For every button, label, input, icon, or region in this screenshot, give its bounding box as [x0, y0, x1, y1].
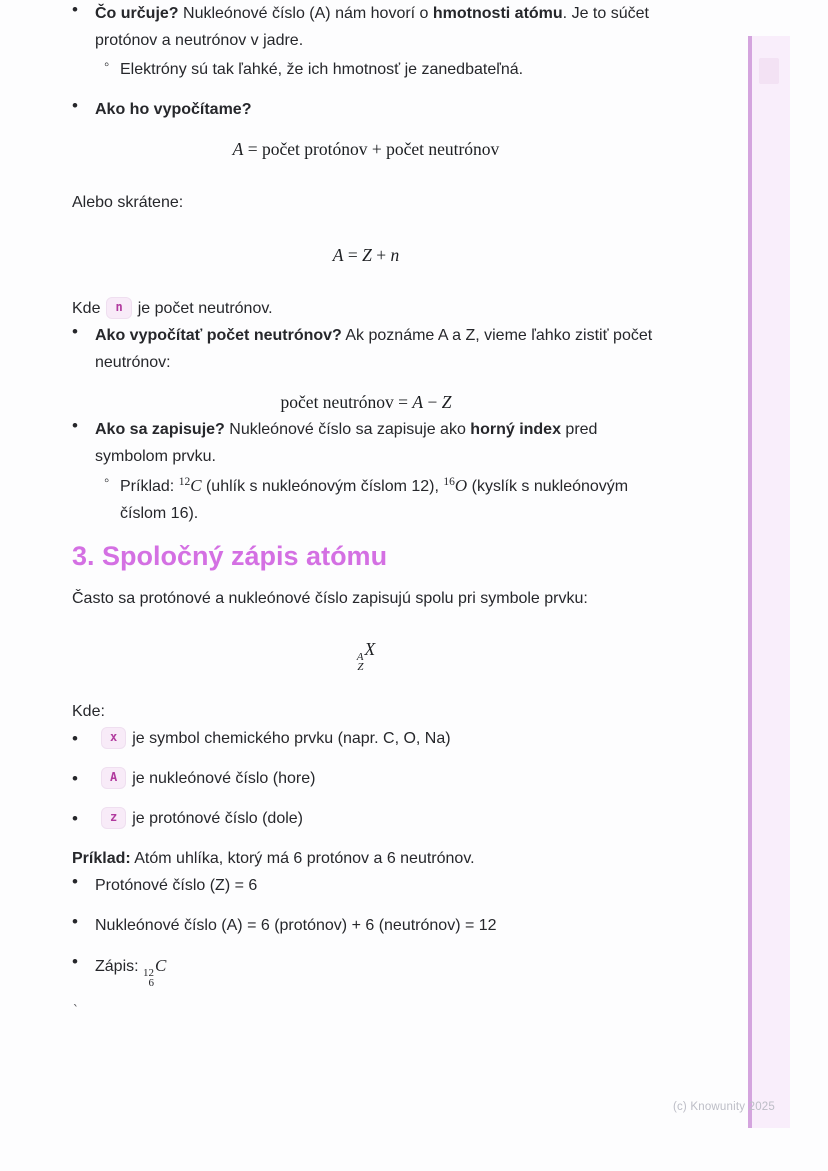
bold-text: hmotnosti atómu	[432, 5, 563, 22]
bullet-icon	[72, 416, 95, 527]
prescripts	[143, 968, 154, 988]
text-run: Príklad:	[120, 478, 179, 495]
list-item	[72, 725, 748, 752]
list-item	[72, 322, 748, 376]
text-run: Zápis:	[95, 958, 144, 975]
prescript-superscript: A	[356, 651, 364, 663]
list-item	[72, 0, 748, 83]
badge-legend-list	[72, 725, 748, 832]
inline-code-badge: z	[101, 807, 126, 829]
prescript-subscript: 6	[148, 977, 155, 989]
bullet-icon	[72, 96, 95, 123]
math-variable: A	[332, 245, 344, 265]
list-item	[72, 96, 748, 123]
inline-code-badge: x	[101, 727, 126, 749]
text-run: Nukleónové číslo sa zapisuje ako	[224, 421, 471, 438]
list-item-text: Nukleónové číslo (A) = 6 (protónov) + 6 (neutrónov) = 12	[95, 917, 497, 934]
bullet-list-intro	[72, 0, 748, 123]
bold-text: Ako sa zapisuje?	[95, 421, 225, 438]
bullet-icon	[72, 0, 95, 83]
stray-mark: `	[72, 1004, 80, 1019]
section-heading: 3. Spoločný zápis atómu	[72, 541, 388, 571]
math-text: +	[371, 245, 391, 265]
math-formula-a-z-n	[72, 242, 660, 269]
prescript-superscript: 12	[143, 967, 155, 979]
list-item	[72, 952, 748, 988]
math-variable: Z	[441, 392, 452, 412]
math-text: = počet protónov + počet neutrónov	[243, 139, 500, 159]
list-item-text	[95, 952, 667, 988]
paragraph: Kde:	[72, 703, 105, 720]
paragraph-priklad	[72, 845, 644, 872]
math-formula-nucleon-sum	[72, 136, 660, 163]
element-symbol: O	[454, 476, 468, 495]
list-item-text	[95, 725, 667, 752]
paragraph-kde-n	[72, 295, 644, 322]
isotope-superscript: 16	[443, 476, 455, 488]
sub-bullet-list	[104, 56, 748, 83]
inline-code-badge: A	[101, 767, 126, 789]
text-run: . Je to súčet protónov a neutrónov v jadre.	[95, 5, 649, 49]
text-run: je protónové číslo (dole)	[132, 810, 303, 827]
list-item-text: Elektróny sú tak ľahké, že ich hmotnosť je zanedbateľná.	[120, 61, 524, 78]
prescript-subscript: Z	[357, 661, 364, 673]
bullet-list-neutrons	[72, 322, 748, 376]
text-run: Nukleónové číslo (A) nám hovorí o	[178, 5, 433, 22]
circle-bullet-icon	[104, 472, 120, 527]
bold-text: Ako vypočítať počet neutrónov?	[95, 327, 342, 344]
bold-text: horný index	[470, 421, 561, 438]
paragraph: Často sa protónové a nukleónové číslo zapisujú spolu pri symbole prvku:	[72, 590, 588, 607]
paragraph: Alebo skrátene:	[72, 194, 184, 211]
highlight-smudge	[759, 58, 779, 84]
list-item-text	[95, 322, 667, 376]
bold-text: Príklad:	[72, 850, 131, 867]
bullet-list-notation	[72, 416, 748, 527]
text-run: Ak poznáme A a Z, vieme ľahko zistiť počet neutrónov:	[95, 327, 653, 371]
list-item	[72, 416, 748, 527]
text-run: je počet neutrónov.	[137, 300, 273, 317]
element-symbol: C	[155, 956, 167, 975]
text-run: (kyslík s nukleónovým číslom 16).	[120, 478, 629, 522]
inline-code-badge: n	[106, 297, 131, 319]
right-highlight-bar	[748, 36, 790, 1128]
bullet-icon	[72, 769, 95, 789]
list-item	[72, 912, 748, 939]
math-text: počet neutrónov =	[280, 392, 413, 412]
text-run: Kde	[72, 300, 101, 317]
circle-bullet-icon	[104, 56, 120, 83]
sub-bullet-list	[104, 472, 748, 527]
math-variable: A	[412, 392, 424, 412]
bullet-icon	[72, 912, 95, 939]
math-variable: X	[364, 639, 376, 659]
bullet-icon	[72, 952, 95, 988]
math-formula-neutron-count	[72, 389, 660, 416]
prescripts	[357, 652, 364, 672]
bullet-list-example	[72, 872, 748, 988]
text-run: pred symbolom prvku.	[95, 421, 598, 465]
list-item-text	[95, 765, 667, 792]
bold-text: Čo určuje?	[95, 5, 179, 22]
document-content	[72, 0, 748, 1019]
math-variable: A	[232, 139, 244, 159]
isotope-superscript: 12	[178, 476, 191, 488]
list-item-text: Protónové číslo (Z) = 6	[95, 877, 258, 894]
list-item-text	[95, 416, 667, 470]
list-item-text	[95, 0, 667, 54]
bullet-icon	[72, 322, 95, 376]
math-variable: Z	[362, 245, 372, 265]
text-run: je symbol chemického prvku (napr. C, O, Na)	[132, 730, 451, 747]
bullet-icon	[72, 809, 95, 829]
list-item	[104, 56, 748, 83]
list-item-text	[95, 805, 667, 832]
bullet-icon	[72, 729, 95, 749]
element-symbol: C	[190, 476, 202, 495]
footer-watermark: (c) Knowunity 2025	[672, 1101, 775, 1113]
list-item	[72, 872, 748, 899]
text-run: (uhlík s nukleónovým číslom 12),	[201, 478, 444, 495]
bullet-icon	[72, 872, 95, 899]
math-text: =	[343, 245, 363, 265]
math-variable: n	[390, 245, 400, 265]
list-item-text	[120, 472, 665, 527]
math-formula-azx	[72, 636, 660, 672]
list-item	[72, 805, 748, 832]
list-item	[72, 765, 748, 792]
text-run: Atóm uhlíka, ktorý má 6 protónov a 6 neutrónov.	[130, 850, 475, 867]
bold-text: Ako ho vypočítame?	[95, 101, 252, 118]
list-item	[104, 472, 748, 527]
text-run: je nukleónové číslo (hore)	[132, 770, 316, 787]
list-item-text	[95, 96, 667, 123]
math-text: −	[423, 392, 442, 412]
